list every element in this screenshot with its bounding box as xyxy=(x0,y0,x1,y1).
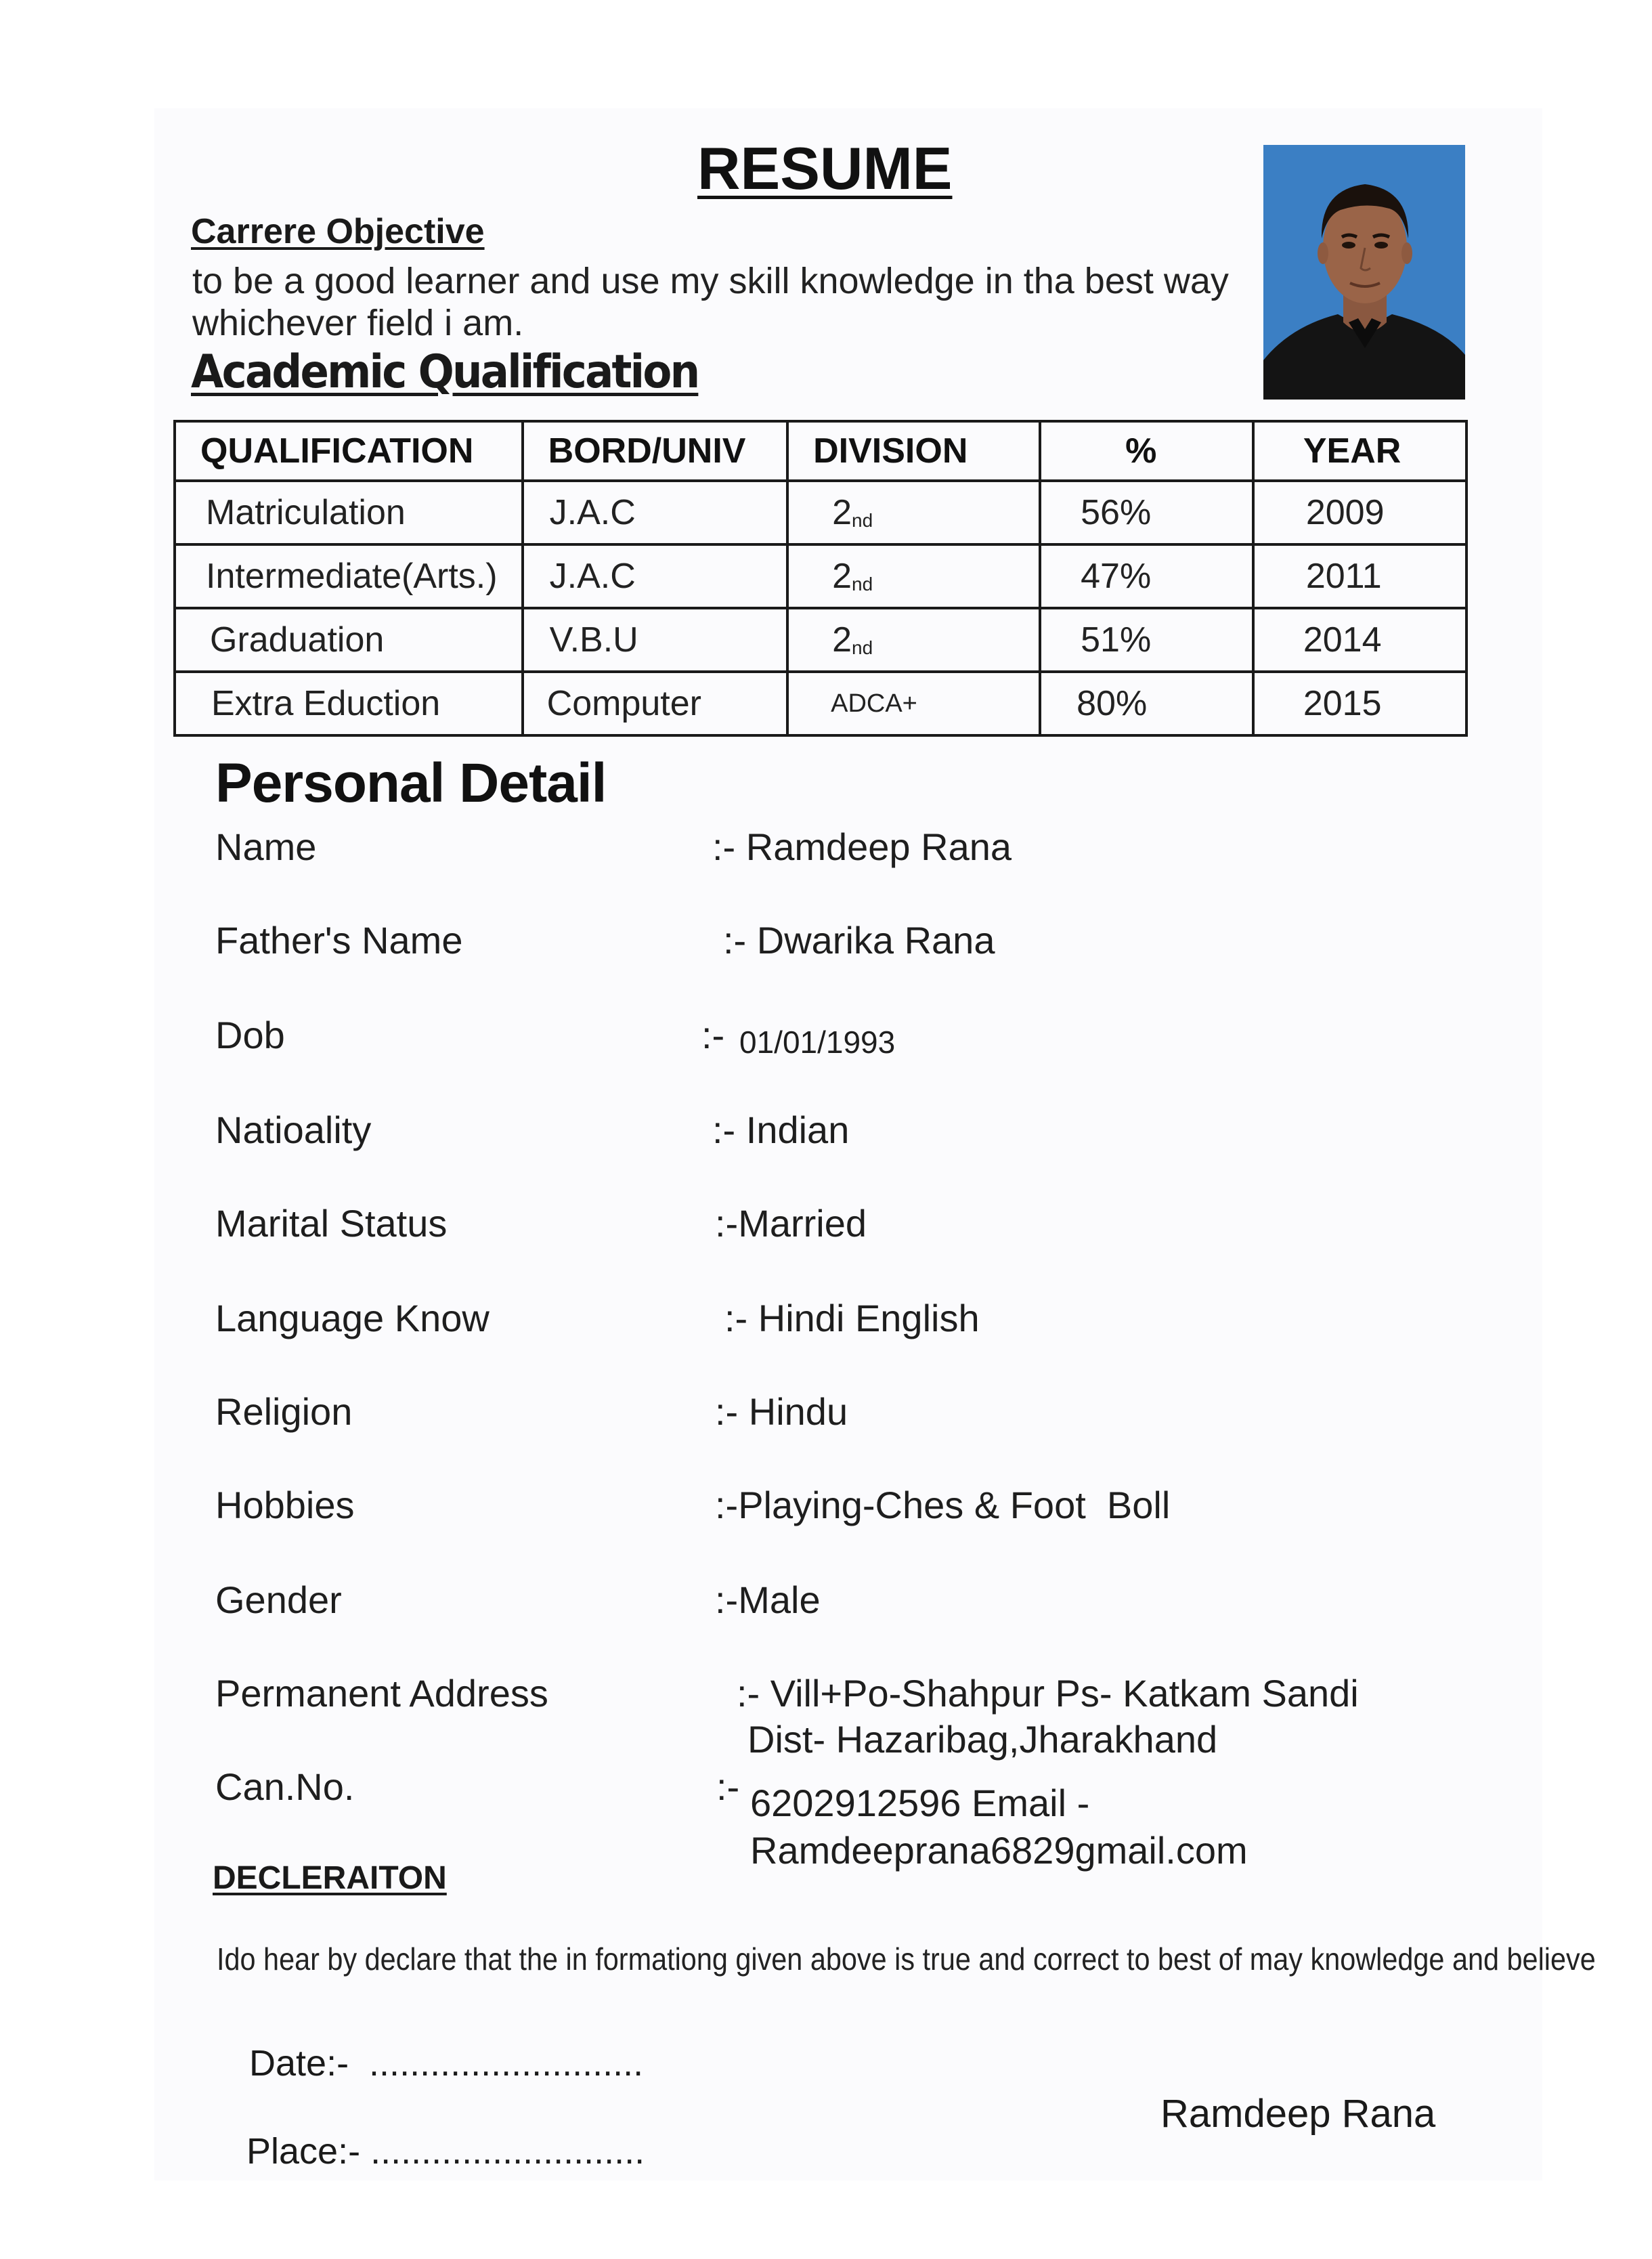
objective-text xyxy=(192,260,1229,344)
gender-value: :-Male xyxy=(715,1578,821,1621)
dob-separator: :- xyxy=(701,1014,725,1056)
division-cell xyxy=(787,608,1040,672)
table-row xyxy=(175,608,1466,672)
column-header: QUALIFICATION xyxy=(175,421,523,481)
academic-heading: Academic Qualification xyxy=(191,345,699,399)
percent-cell: 80% xyxy=(1040,672,1253,735)
table-row xyxy=(175,544,1466,608)
address-line-1: :- Vill+Po-Shahpur Ps- Katkam Sandi xyxy=(737,1672,1359,1715)
nationality-value: :- Indian xyxy=(712,1109,850,1151)
objective-heading: Carrere Objective xyxy=(191,212,485,251)
board-cell: Computer xyxy=(523,672,787,735)
marital-status-value: :-Married xyxy=(715,1202,867,1245)
objective-line-1: to be a good learner and use my skill knowledge in tha best way xyxy=(192,261,1229,301)
board-cell: V.B.U xyxy=(523,608,787,672)
religion-label: Religion xyxy=(215,1390,353,1433)
year-cell: 2015 xyxy=(1253,672,1466,735)
date-line: Date:- ........................... xyxy=(249,2043,644,2084)
declaration-text: Ido hear by declare that the in formationg given above is true and correct to best of may knowledge and believe xyxy=(217,1941,1596,1977)
contact-label: Can.No. xyxy=(215,1765,355,1808)
year-cell: 2011 xyxy=(1253,544,1466,608)
qualification-cell: Matriculation xyxy=(175,481,523,544)
percent-cell: 56% xyxy=(1040,481,1253,544)
year-cell: 2009 xyxy=(1253,481,1466,544)
division-cell: ADCA+ xyxy=(787,672,1040,735)
place-line: Place:- ........................... xyxy=(246,2131,645,2172)
religion-value: :- Hindu xyxy=(715,1390,848,1433)
board-cell: J.A.C xyxy=(523,481,787,544)
person-portrait-icon xyxy=(1263,145,1465,400)
signature-name: Ramdeep Rana xyxy=(1160,2092,1436,2136)
hobbies-value: :-Playing-Ches & Foot Boll xyxy=(715,1484,1171,1526)
year-cell: 2014 xyxy=(1253,608,1466,672)
qualification-cell: Extra Eduction xyxy=(175,672,523,735)
division-number: 2 xyxy=(832,557,852,596)
hobbies-label: Hobbies xyxy=(215,1484,355,1526)
column-header: YEAR xyxy=(1253,421,1466,481)
address-line-2: Dist- Hazaribag,Jharakhand xyxy=(747,1718,1218,1761)
column-header: % xyxy=(1040,421,1253,481)
qualification-cell: Graduation xyxy=(175,608,523,672)
division-number: 2 xyxy=(832,493,852,532)
table-header-row xyxy=(175,421,1466,481)
address-label: Permanent Address xyxy=(215,1672,548,1715)
division-suffix: nd xyxy=(852,510,873,531)
table-row xyxy=(175,481,1466,544)
division-suffix: nd xyxy=(852,574,873,595)
nationality-label: Natioality xyxy=(215,1109,372,1151)
language-value: :- Hindi English xyxy=(724,1297,980,1339)
language-label: Language Know xyxy=(215,1297,490,1339)
declaration-heading: DECLERAITON xyxy=(213,1860,447,1896)
marital-status-label: Marital Status xyxy=(215,1202,448,1245)
father-name-label: Father's Name xyxy=(215,919,463,962)
dob-value: 01/01/1993 xyxy=(739,1025,896,1060)
qualification-table xyxy=(173,420,1468,737)
father-name-value: :- Dwarika Rana xyxy=(723,919,995,962)
column-header: DIVISION xyxy=(787,421,1040,481)
percent-cell: 47% xyxy=(1040,544,1253,608)
table-row xyxy=(175,672,1466,735)
qualification-cell: Intermediate(Arts.) xyxy=(175,544,523,608)
profile-photo xyxy=(1263,145,1465,400)
gender-label: Gender xyxy=(215,1578,342,1621)
personal-detail-heading: Personal Detail xyxy=(215,752,607,814)
contact-separator: :- xyxy=(716,1765,740,1808)
division-number: 2 xyxy=(832,620,852,660)
resume-title: RESUME xyxy=(697,135,953,202)
dob-label: Dob xyxy=(215,1014,285,1056)
contact-line-1: 6202912596 Email - xyxy=(750,1782,1090,1824)
objective-line-2: whichever field i am. xyxy=(192,303,524,343)
division-cell xyxy=(787,481,1040,544)
name-label: Name xyxy=(215,825,317,868)
division-suffix: nd xyxy=(852,637,873,658)
division-cell xyxy=(787,544,1040,608)
name-value: :- Ramdeep Rana xyxy=(712,825,1012,868)
percent-cell: 51% xyxy=(1040,608,1253,672)
board-cell: J.A.C xyxy=(523,544,787,608)
contact-line-2: Ramdeeprana6829gmail.com xyxy=(750,1829,1248,1872)
column-header: BORD/UNIV xyxy=(523,421,787,481)
